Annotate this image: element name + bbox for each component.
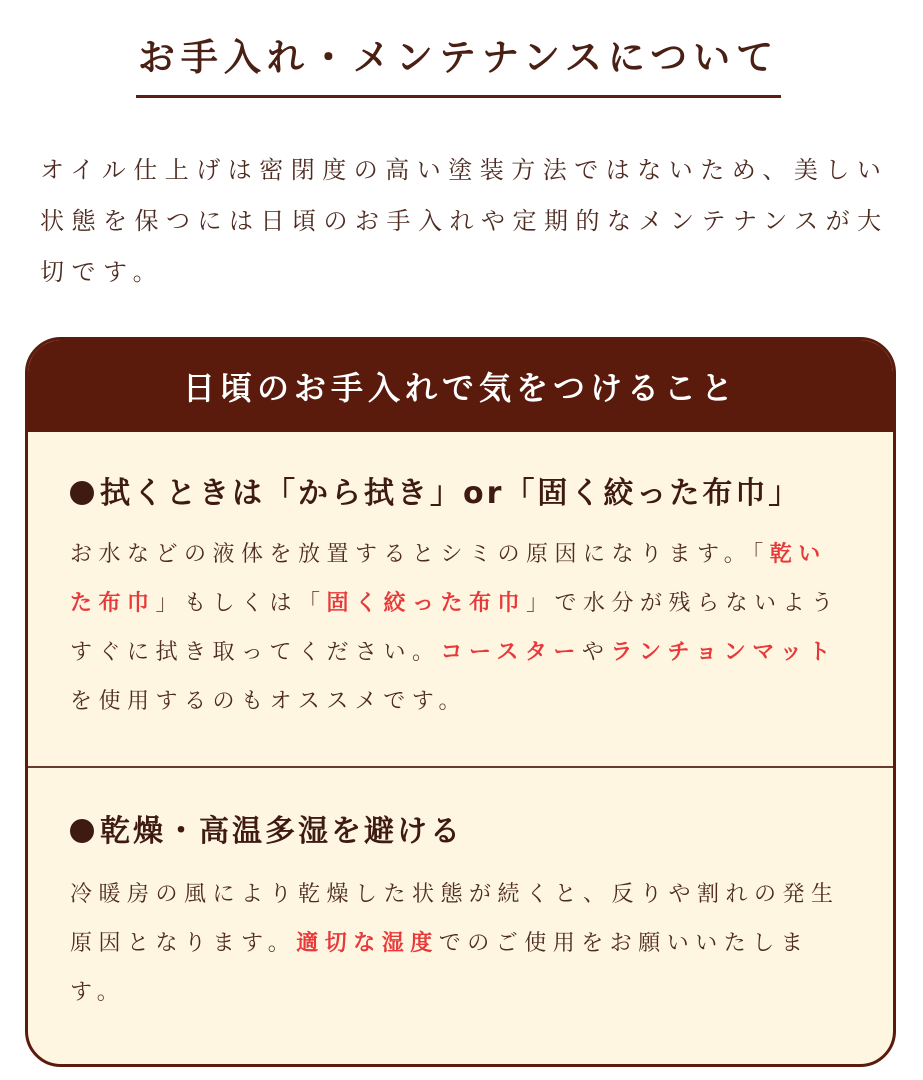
tip-section-wiping — [28, 432, 893, 768]
tip-title — [70, 468, 855, 512]
tip-body — [70, 870, 855, 1017]
highlight-humidity: 適切な湿度 — [296, 931, 439, 956]
tip-body-text: や — [581, 640, 611, 665]
tip-title-text: 拭くときは「から拭き」or「固く絞った布巾」 — [100, 476, 802, 511]
card-header: 日頃のお手入れで気をつけること — [28, 340, 893, 432]
highlight-dry-cloth: 乾いた布巾 — [70, 542, 827, 616]
tip-body — [70, 530, 855, 726]
page-title: お手入れ・メンテナンスについて — [137, 36, 780, 79]
tip-body-text: でのご使用をお願いいたします。 — [70, 931, 810, 1005]
tip-title — [70, 806, 855, 850]
tip-body-text: 」で水分が残らないようすぐに拭き取ってください。 — [70, 591, 840, 665]
bullet-icon — [70, 481, 94, 505]
intro-paragraph: オイル仕上げは密閉度の高い塗装方法ではないため、美しい状態を保つには日頃のお手入れや定期的なメンテナンスが大切です。 — [40, 156, 889, 286]
tip-title-text: 乾燥・高温多湿を避ける — [100, 814, 463, 849]
care-tips-card — [25, 337, 896, 1067]
tip-body-text: 」もしくは「 — [155, 591, 327, 616]
highlight-placemat: ランチョンマット — [610, 640, 837, 665]
page-title-block — [136, 28, 781, 98]
highlight-coaster: コースター — [440, 640, 582, 665]
tip-body-text: お水などの液体を放置するとシミの原因になります。「 — [70, 542, 770, 567]
tip-section-humidity — [28, 768, 893, 1067]
tip-body-text: 冷暖房の風により乾燥した状態が続くと、反りや割れの発生原因となります。 — [70, 882, 840, 956]
tip-body-text: を使用するのもオススメです。 — [70, 689, 468, 714]
highlight-wrung-cloth: 固く絞った布巾 — [326, 591, 527, 616]
bullet-icon — [70, 819, 94, 843]
